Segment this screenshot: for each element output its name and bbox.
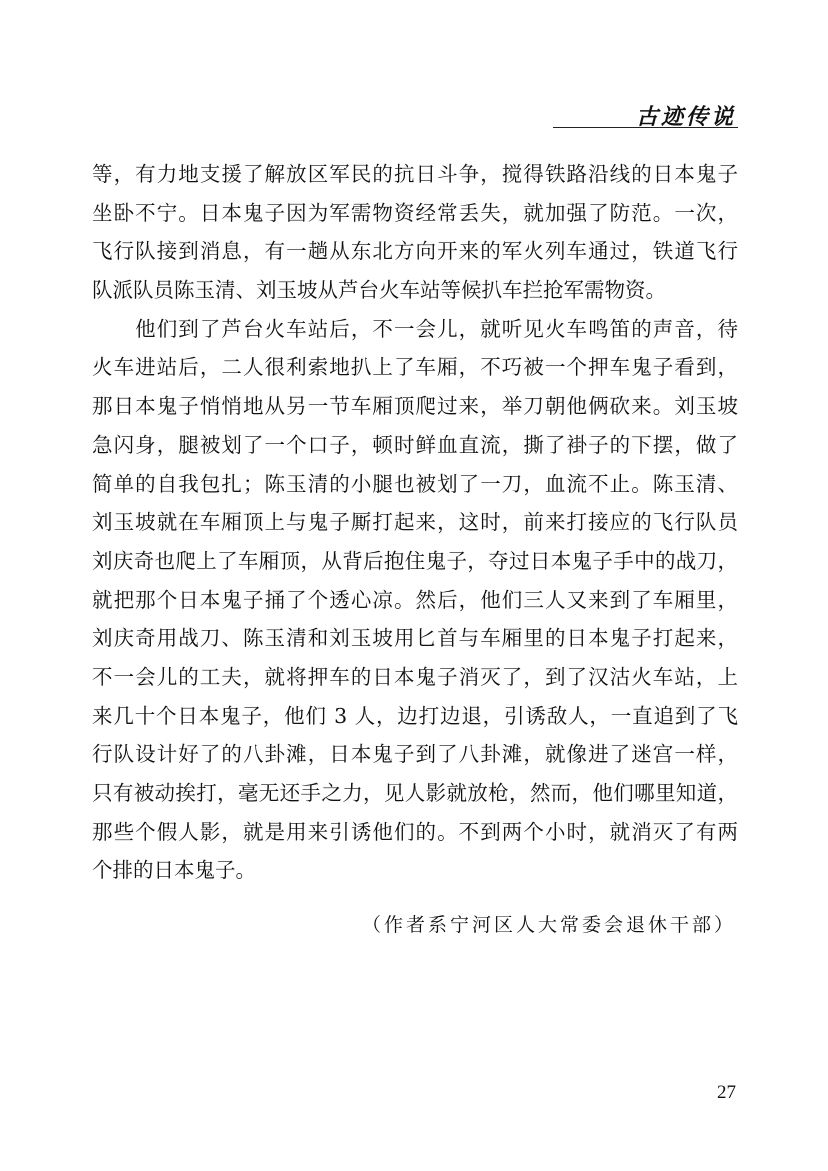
section-header-title: 古迹传说 [635,104,736,130]
text-line: 飞行队接到消息，有一趟从东北方向开来的军火列车通过，铁道飞行 [92,239,738,264]
header-divider [553,127,738,128]
text-line: 急闪身，腿被划了一个口子，顿时鲜血直流，撕了褂子的下摆，做了 [92,432,738,457]
text-line: 不一会儿的工夫，就将押车的日本鬼子消灭了，到了汉沽火车站，上 [92,664,738,689]
text-line: 简单的自我包扎；陈玉清的小腿也被划了一刀，血流不止。陈玉清、 [92,471,738,496]
text-line: 刘玉坡就在车厢顶上与鬼子厮打起来，这时，前来打接应的飞行队员 [92,510,738,535]
text-line: 行队设计好了的八卦滩，日本鬼子到了八卦滩，就像进了迷宫一样， [92,742,738,767]
text-line: 只有被动挨打，毫无还手之力，见人影就放枪，然而，他们哪里知道， [92,781,738,805]
text-line: 那些个假人影，就是用来引诱他们的。不到两个小时，就消灭了有两 [92,819,738,844]
text-line: 那日本鬼子悄悄地从另一节车厢顶爬过来，举刀朝他俩砍来。刘玉坡 [92,394,738,419]
text-line: 队派队员陈玉清、刘玉坡从芦台火车站等候扒车拦抢军需物资。 [92,278,666,303]
text-line: 等，有力地支援了解放区军民的抗日斗争，搅得铁路沿线的日本鬼子 [92,162,738,186]
article-body [92,155,738,890]
text-line: 坐卧不宁。日本鬼子因为军需物资经常丢失，就加强了防范。一次， [92,200,738,225]
text-line: 来几十个日本鬼子，他们 3 人，边打边退，引诱敌人，一直追到了飞 [92,703,738,728]
text-line: 刘庆奇也爬上了车厢顶，从背后抱住鬼子，夺过日本鬼子手中的战刀， [92,548,738,573]
text-line: 就把那个日本鬼子捅了个透心凉。然后，他们三人又来到了车厢里， [92,587,738,612]
text-line: 个排的日本鬼子。 [92,858,256,883]
text-line: 火车进站后，二人很利索地扒上了车厢，不巧被一个押车鬼子看到， [92,355,738,380]
text-line: 刘庆奇用战刀、陈玉清和刘玉坡用匕首与车厢里的日本鬼子打起来， [92,626,738,651]
author-note: （作者系宁河区人大常委会退休干部） [361,914,736,936]
page-number: 27 [717,1082,736,1103]
text-line: 他们到了芦台火车站后，不一会儿，就听见火车鸣笛的声音，待 [92,316,738,341]
